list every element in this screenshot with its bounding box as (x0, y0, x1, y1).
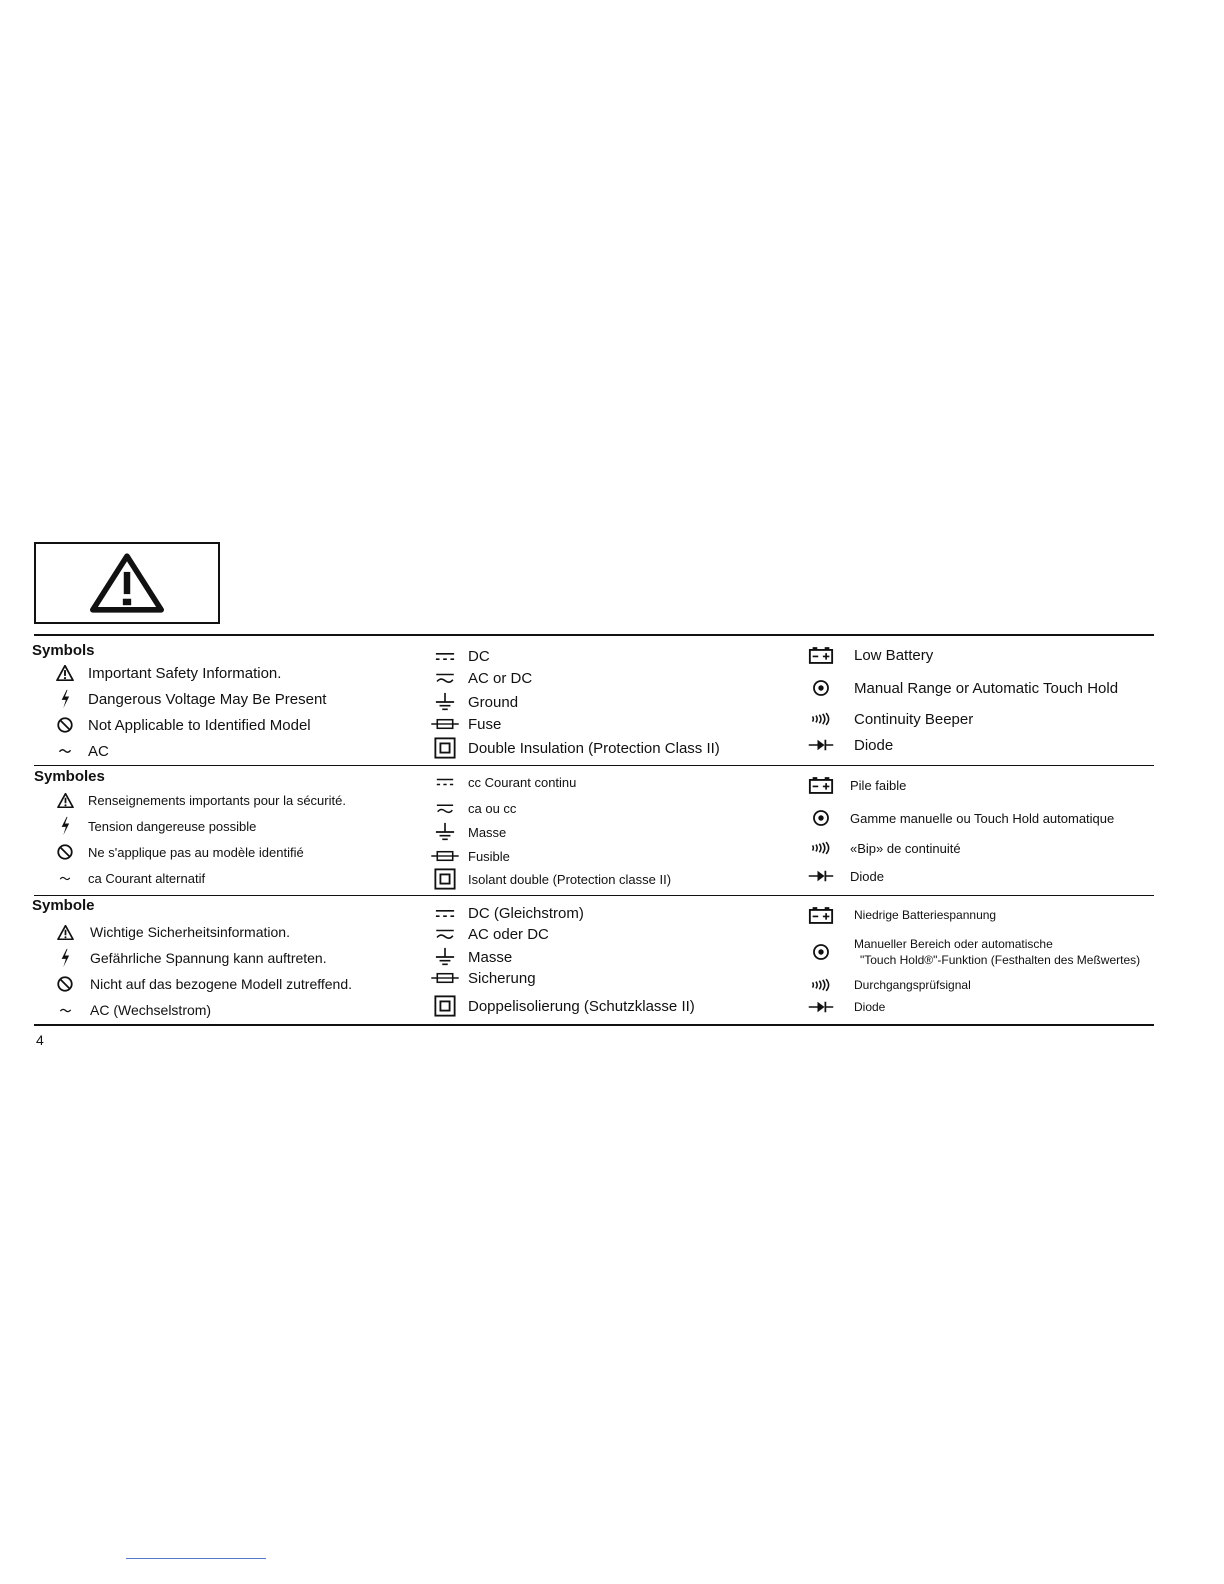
symbol-label: Double Insulation (Protection Class II) (468, 739, 720, 757)
symbol-label: Isolant double (Protection classe II) (468, 871, 672, 887)
symbol-label: Masse (468, 824, 507, 840)
ac-tilde-icon (48, 866, 82, 890)
symbol-label: Diode (854, 1000, 886, 1014)
symbol-label-line1: Manueller Bereich oder automatische (854, 937, 1053, 951)
symbol-row (48, 739, 109, 763)
rule-divider (34, 895, 1154, 896)
symbol-row (804, 643, 933, 667)
battery-icon (804, 773, 838, 797)
diode-icon (804, 733, 838, 757)
symbol-row (48, 946, 327, 970)
symbol-row (428, 770, 576, 794)
symbol-row (428, 736, 720, 760)
warning-icon (48, 661, 82, 685)
symbol-label: DC (468, 647, 490, 665)
symbol-label: Pile faible (850, 777, 907, 793)
symbol-row (804, 676, 1118, 700)
symbol-label: Gamme manuelle ou Touch Hold automatique (850, 810, 1115, 826)
symbol-row (804, 936, 1140, 968)
symbol-label: cc Courant continu (468, 774, 577, 790)
symbol-label: Niedrige Batteriespannung (854, 908, 997, 922)
symbol-label: Doppelisolierung (Schutzklasse II) (468, 997, 695, 1015)
symbol-label: Dangerous Voltage May Be Present (88, 690, 327, 708)
symbol-label: Durchgangsprüfsignal (854, 978, 971, 992)
symbol-row (428, 966, 536, 990)
symbol-label: Manual Range or Automatic Touch Hold (854, 679, 1119, 697)
symbol-row (428, 644, 490, 668)
symbol-label: Ground (468, 693, 519, 711)
ac-tilde-icon (48, 998, 82, 1022)
fuse-icon (428, 966, 462, 990)
symbol-label: Diode (854, 736, 894, 754)
double-insulation-icon (428, 867, 462, 891)
lightning-icon (48, 687, 82, 711)
symbol-row (804, 864, 884, 888)
symbol-row (48, 713, 311, 737)
symbol-row (48, 972, 352, 996)
symbol-label: Nicht auf das bezogene Modell zutreffend. (90, 976, 353, 992)
symbol-label: AC or DC (468, 669, 533, 687)
symbol-row (48, 920, 290, 944)
ground-icon (428, 820, 462, 844)
symbol-label (854, 936, 1140, 968)
symbol-label: AC (Wechselstrom) (90, 1002, 212, 1018)
symbol-label: Diode (850, 868, 884, 884)
symbol-label: Sicherung (468, 969, 536, 987)
rule-bottom (34, 1024, 1154, 1026)
not-applicable-icon (48, 840, 82, 864)
dc-icon (428, 770, 462, 794)
symbol-row (428, 994, 695, 1018)
rule-top (34, 634, 1154, 636)
range-hold-icon (804, 940, 838, 964)
not-applicable-icon (48, 713, 82, 737)
symbol-row (48, 788, 346, 812)
rule-divider (34, 765, 1154, 766)
double-insulation-icon (428, 994, 462, 1018)
symbol-label: Continuity Beeper (854, 710, 974, 728)
ac-or-dc-icon (428, 796, 462, 820)
symbol-row (804, 836, 961, 860)
battery-icon (804, 643, 838, 667)
symbol-row (48, 661, 281, 685)
beeper-icon (804, 973, 838, 997)
symbol-row (804, 733, 893, 757)
symbol-label: «Bip» de continuité (850, 840, 961, 856)
symbol-row (804, 806, 1114, 830)
symbol-label: DC (Gleichstrom) (468, 904, 584, 922)
symbol-label: Fusible (468, 848, 510, 864)
symbol-row (428, 820, 506, 844)
symbol-row (48, 998, 211, 1022)
fuse-icon (428, 712, 462, 736)
symbol-row (804, 973, 971, 997)
symbol-row (804, 903, 996, 927)
symbol-label: Ne s'applique pas au modèle identifié (88, 844, 304, 860)
battery-icon (804, 903, 838, 927)
symbol-label: Not Applicable to Identified Model (88, 716, 311, 734)
symbol-row (428, 922, 549, 946)
symbol-label: Renseignements importants pour la sécurité. (88, 792, 346, 808)
symbol-label: ca ou cc (468, 800, 517, 816)
range-hold-icon (804, 676, 838, 700)
beeper-icon (804, 707, 838, 731)
symbol-label-line2: "Touch Hold®"-Funktion (Festhalten des Meßwertes) (860, 953, 1141, 967)
section-title-en: Symbols (32, 642, 95, 659)
symbol-row (428, 796, 516, 820)
symbol-label: Tension dangereuse possible (88, 818, 257, 834)
symbol-label: AC oder DC (468, 925, 549, 943)
ground-icon (428, 690, 462, 714)
symbol-row (48, 866, 205, 890)
bottom-link-line (126, 1558, 266, 1559)
symbol-row (428, 844, 510, 868)
symbol-row (804, 995, 885, 1019)
section-title-de: Symbole (32, 897, 95, 914)
ac-or-dc-icon (428, 666, 462, 690)
lightning-icon (48, 814, 82, 838)
double-insulation-icon (428, 736, 462, 760)
symbol-label: Important Safety Information. (88, 664, 282, 682)
section-title-fr: Symboles (34, 768, 105, 785)
diode-icon (804, 864, 838, 888)
range-hold-icon (804, 806, 838, 830)
symbol-row (428, 690, 518, 714)
fuse-icon (428, 844, 462, 868)
symbol-label: Low Battery (854, 646, 934, 664)
warning-icon (48, 920, 82, 944)
ac-tilde-icon (48, 739, 82, 763)
not-applicable-icon (48, 972, 82, 996)
symbol-row (428, 666, 532, 690)
beeper-icon (804, 836, 838, 860)
symbol-row (48, 840, 304, 864)
symbol-row (804, 773, 906, 797)
symbol-label: AC (88, 742, 109, 760)
symbol-row (48, 814, 256, 838)
diode-icon (804, 995, 838, 1019)
symbol-label: Masse (468, 948, 513, 966)
ac-or-dc-icon (428, 922, 462, 946)
symbol-row (804, 707, 973, 731)
symbol-row (428, 867, 671, 891)
warning-header-box (34, 542, 220, 624)
symbol-label: Gefährliche Spannung kann auftreten. (90, 950, 327, 966)
symbol-row (48, 687, 326, 711)
symbol-label: ca Courant alternatif (88, 870, 206, 886)
symbol-label: Wichtige Sicherheitsinformation. (90, 924, 290, 940)
symbol-row (428, 712, 501, 736)
page-number: 4 (36, 1032, 44, 1048)
lightning-icon (48, 946, 82, 970)
warning-icon (48, 788, 82, 812)
symbol-label: Fuse (468, 715, 502, 733)
warning-triangle-icon (90, 552, 164, 614)
dc-icon (428, 644, 462, 668)
